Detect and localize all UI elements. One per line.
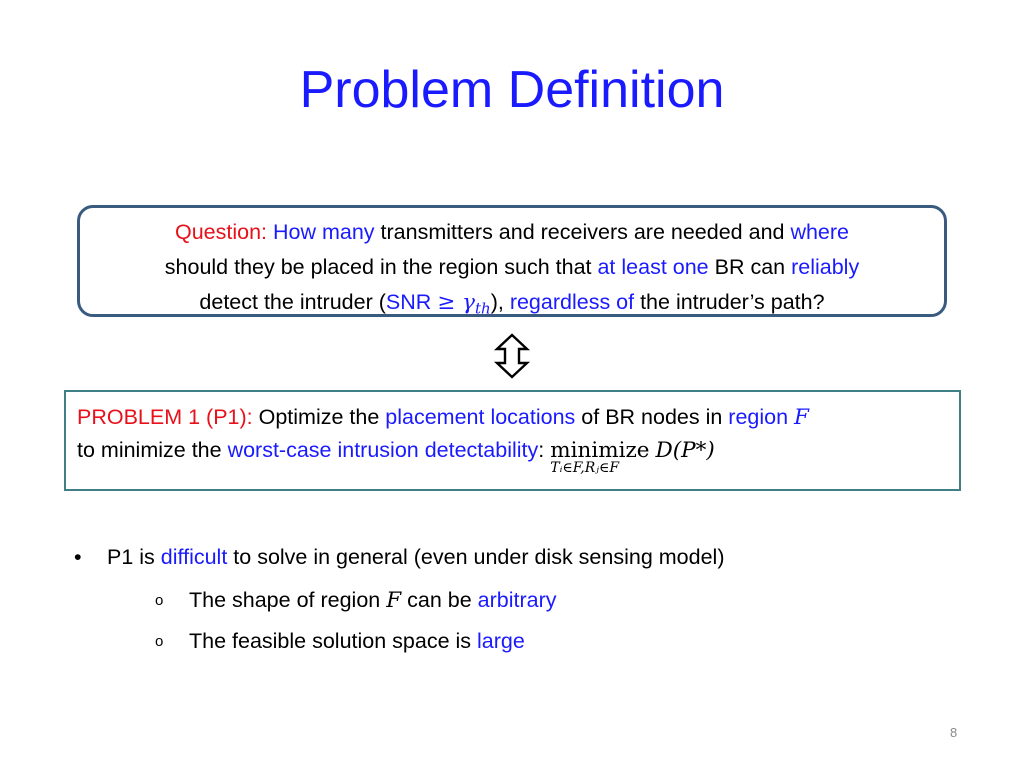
question-text-br-can: BR can (708, 255, 792, 279)
page-number: 8 (950, 725, 958, 740)
bullet-list (70, 540, 970, 661)
problem-text-optimize: Optimize the (252, 405, 386, 429)
sub-bullet-item (107, 580, 970, 621)
question-how-many: How many (273, 220, 375, 244)
question-box (77, 205, 947, 317)
bullet-dot-icon: • (74, 545, 82, 569)
question-at-least-one: at least one (597, 255, 709, 279)
problem-label: PROBLEM 1 (P1): (77, 405, 253, 429)
sub-bullet-text-feasible: The feasible solution space is (189, 629, 478, 653)
minimize-word: minimize (550, 438, 650, 463)
circle-bullet-icon: o (155, 592, 164, 609)
circle-bullet-icon: o (155, 633, 164, 650)
objective-expression: D(P*) (655, 438, 715, 463)
gamma-subscript: th (474, 299, 491, 318)
question-reliably: reliably (791, 255, 860, 279)
question-regardless-of: regardless of (509, 290, 635, 314)
problem-text-to-minimize: to minimize the (77, 438, 228, 462)
minimize-operator (550, 434, 650, 476)
sub-bullet-large: large (477, 629, 525, 653)
sub-bullet-text-can-be: can be (401, 588, 478, 612)
bullet-difficult: difficult (160, 545, 228, 569)
problem-worst-case: worst-case intrusion detectability (227, 438, 539, 462)
slide-title: Problem Definition (299, 61, 725, 119)
question-label: Question: (174, 220, 268, 244)
sub-bullet-region-symbol: F (386, 588, 402, 613)
question-text-placed: should they be placed in the region such that (164, 255, 598, 279)
sub-bullet-text-shape: The shape of region (189, 588, 387, 612)
problem-box (64, 390, 961, 491)
question-close-paren: ), (490, 290, 510, 314)
bullet-text-rest: to solve in general (even under disk sensing model) (227, 545, 725, 569)
bullet-item (70, 540, 970, 661)
question-text-path: the intruder’s path? (634, 290, 825, 314)
question-where: where (790, 220, 850, 244)
question-text-detect: detect the intruder ( (199, 290, 386, 314)
sub-bullet-arbitrary: arbitrary (477, 588, 557, 612)
gamma-symbol: γ (462, 290, 475, 315)
problem-colon: : (538, 438, 545, 462)
problem-text-of-br: of BR nodes in (575, 405, 729, 429)
problem-placement-locations: placement locations (385, 405, 576, 429)
minimize-subscript: Tᵢ∈F,Rⱼ∈F (550, 460, 620, 476)
up-down-arrow-icon (493, 333, 531, 379)
problem-region-symbol: F (794, 405, 809, 430)
sub-bullet-item (107, 621, 970, 661)
bullet-text-p1-is: P1 is (107, 545, 161, 569)
sub-bullet-list (107, 580, 970, 661)
problem-region: region (728, 405, 795, 429)
question-text-needed: transmitters and receivers are needed and (374, 220, 791, 244)
snr-label: SNR (385, 290, 438, 314)
geq-symbol: ≥ (437, 290, 463, 315)
snr-condition (385, 290, 491, 318)
